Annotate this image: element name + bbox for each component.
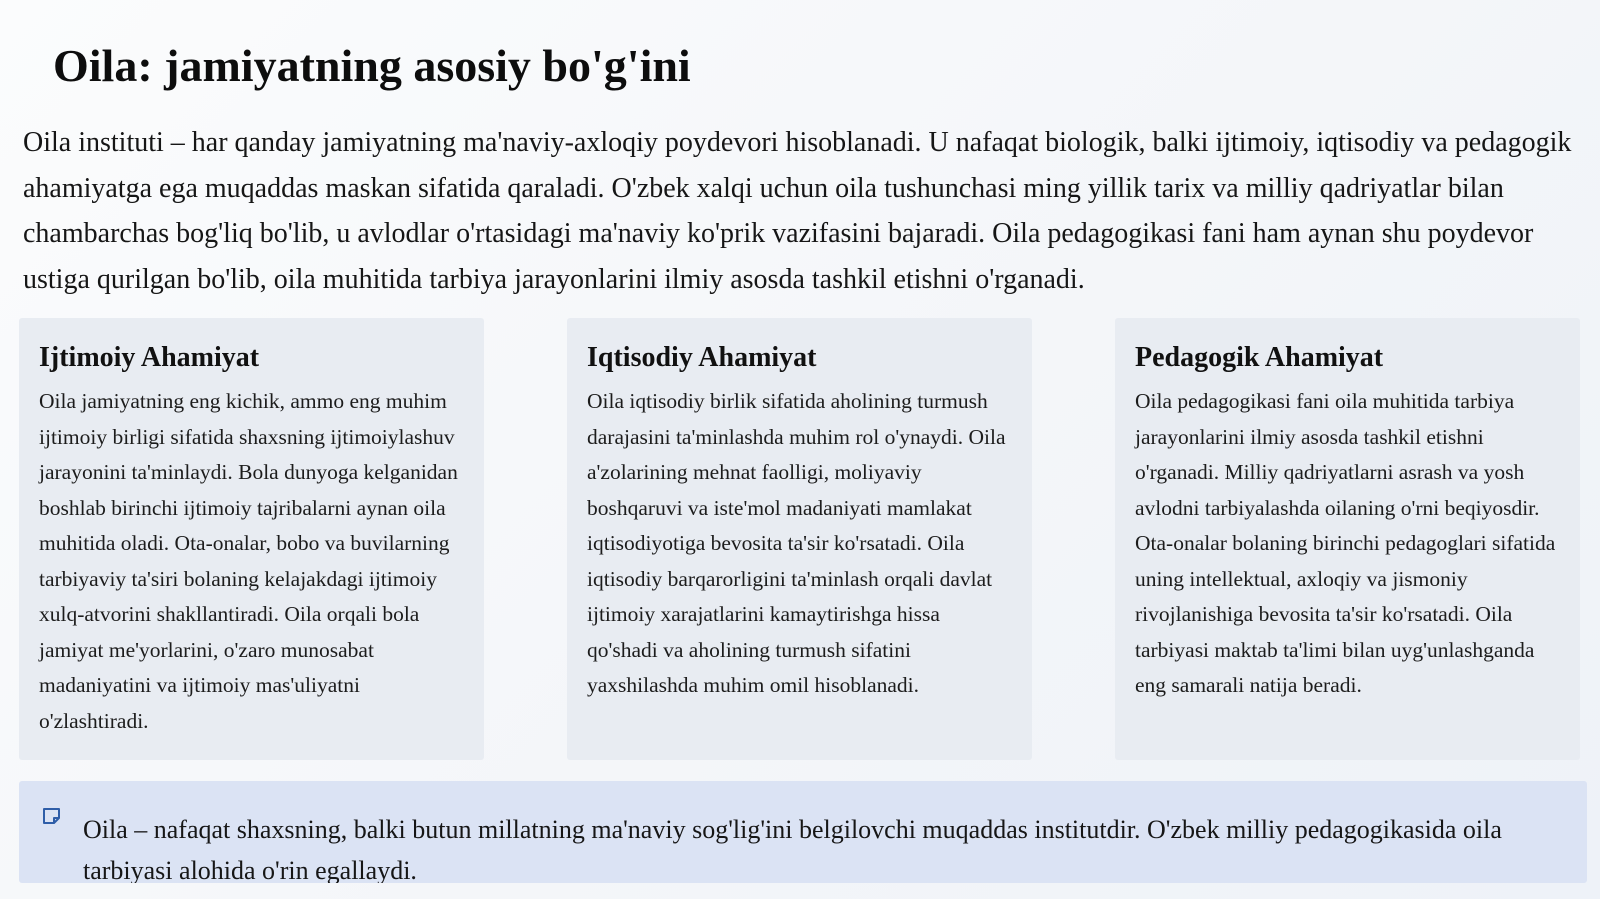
card-body: Oila iqtisodiy birlik sifatida aholining turmush darajasini ta'minlashda muhim rol o'ynaydi. Oila a'zolarining mehnat faolligi, moliyaviy boshqaruvi va iste'mol madaniyati mamlakat iqtisodiyotiga bevosita ta'sir ko'rsatadi. Oila iqtisodiy barqarorligini ta'minlash orqali davlat ijtimoiy xarajatlarini kamaytirishga hissa qo'shadi va aholining turmush sifatini yaxshilashda muhim omil hisoblanadi.: [587, 389, 1006, 697]
card-title: Pedagogik Ahamiyat: [1135, 342, 1384, 373]
card-title: Ijtimoiy Ahamiyat: [39, 342, 260, 373]
card-body: Oila jamiyatning eng kichik, ammo eng muhim ijtimoiy birligi sifatida shaxsning ijtimoiylashuv jarayonini ta'minlaydi. Bola dunyoga kelganidan boshlab birinchi ijtimoiy tajribalarni aynan oila muhitida oladi. Ota-onalar, bobo va buvilarning tarbiyaviy ta'siri bolaning kelajakdagi ijtimoiy xulq-atvorini shakllantiradi. Oila orqali bola jamiyat me'yorlarini, o'zaro munosabat madaniyatini va ijtimoiy mas'uliyatni o'zlashtiradi.: [39, 389, 458, 733]
page-title: Oila: jamiyatning asosiy bo'g'ini: [53, 40, 691, 91]
quote-callout: [19, 781, 1587, 883]
quote-text: Oila – nafaqat shaxsning, balki butun millatning ma'naviy sog'lig'ini belgilovchi muqaddas institutdir. O'zbek milliy pedagogikasida oila tarbiyasi alohida o'rin egallaydi.: [83, 815, 1502, 883]
card-social: [19, 318, 484, 760]
comment-icon: [42, 807, 62, 825]
card-title: Iqtisodiy Ahamiyat: [587, 342, 817, 373]
card-economic: [567, 318, 1032, 760]
intro-paragraph: Oila instituti – har qanday jamiyatning ma'naviy-axloqiy poydevori hisoblanadi. U nafaqat biologik, balki ijtimoiy, iqtisodiy va pedagogik ahamiyatga ega muqaddas maskan sifatida qaraladi. O'zbek xalqi uchun oila tushunchasi ming yillik tarix va milliy qadriyatlar bilan chambarchas bog'liq bo'lib, u avlodlar o'rtasidagi ma'naviy ko'prik vazifasini bajaradi. Oila pedagogikasi fani ham aynan shu poydevor ustiga qurilgan bo'lib, oila muhitida tarbiya jarayonlarini ilmiy asosda tashkil etishni o'rganadi.: [23, 127, 1572, 295]
card-body: Oila pedagogikasi fani oila muhitida tarbiya jarayonlarini ilmiy asosda tashkil etishni o'rganadi. Milliy qadriyatlarni asrash va yosh avlodni tarbiyalashda oilaning o'rni beqiyosdir. Ota-onalar bolaning birinchi pedagoglari sifatida uning intellektual, axloqiy va jismoniy rivojlanishiga bevosita ta'sir ko'rsatadi. Oila tarbiyasi maktab ta'limi bilan uyg'unlashganda eng samarali natija beradi.: [1135, 389, 1556, 697]
card-pedagogical: [1115, 318, 1580, 760]
